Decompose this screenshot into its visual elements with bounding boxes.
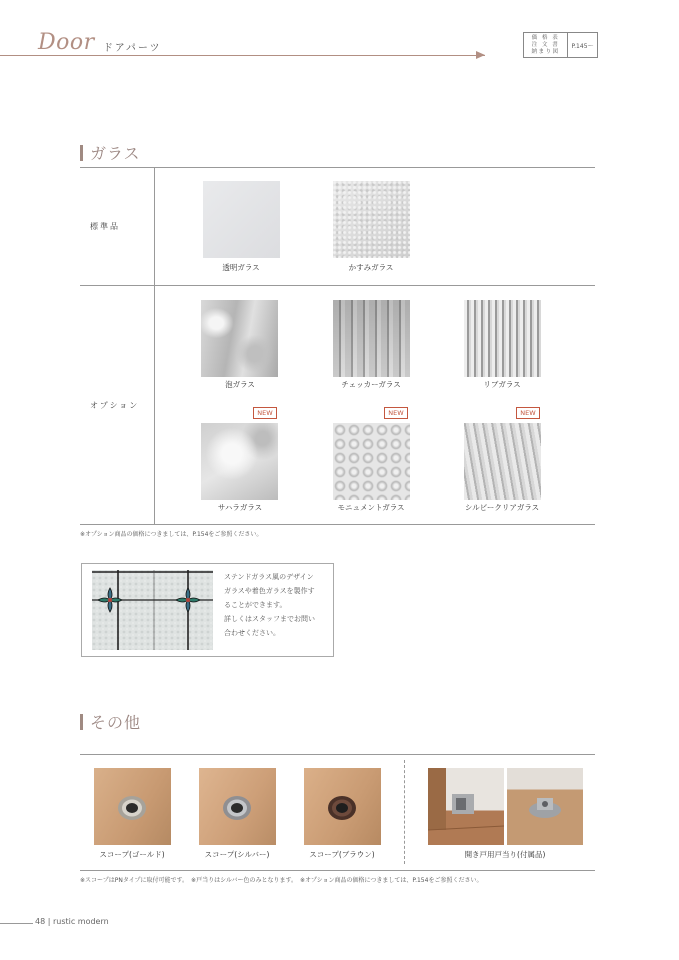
glass-caption: チェッカーガラス xyxy=(341,380,401,389)
part-caption: スコープ(ブラウン) xyxy=(309,850,375,859)
table-mid-rule xyxy=(80,285,595,286)
stained-glass-panel xyxy=(81,563,334,657)
reference-box xyxy=(523,32,598,58)
glass-caption: サハラガラス xyxy=(217,503,263,512)
page-title: Door xyxy=(38,30,95,55)
stained-text-line: 詳しくはスタッフまでお問い xyxy=(224,615,315,623)
silvie-clear-glass-swatch xyxy=(464,423,541,500)
header-divider xyxy=(0,55,485,56)
others-bottom-rule xyxy=(80,870,595,871)
ref-line-price: 価 格 表 xyxy=(531,34,560,41)
part-caption: スコープ(ゴールド) xyxy=(99,850,165,859)
glass-caption: 泡ガラス xyxy=(225,380,255,389)
door-stop-photo-2 xyxy=(507,768,583,845)
scope-gold-photo xyxy=(94,768,171,845)
stained-text-line: ガラスや着色ガラスを製作す xyxy=(224,587,315,595)
monument-glass-swatch xyxy=(333,423,410,500)
glass-note: ※オプション商品の価格につきましては、P.154をご参照ください。 xyxy=(80,531,263,538)
clear-glass-swatch xyxy=(203,181,280,258)
bubble-glass-swatch xyxy=(201,300,278,377)
frosted-glass-swatch xyxy=(333,181,410,258)
page-subtitle: ドアパーツ xyxy=(103,43,162,54)
part-caption: 開き戸用戸当り(付属品) xyxy=(464,850,546,859)
section-title-others: その他 xyxy=(90,713,142,732)
header-divider-arrow xyxy=(476,51,485,59)
ref-line-order: 注 文 書 xyxy=(531,41,560,48)
glass-caption: 透明ガラス xyxy=(222,263,260,272)
checker-glass-swatch xyxy=(333,300,410,377)
ref-line-drawing: 納まり図 xyxy=(531,48,560,55)
others-note: ※スコープはPNタイプに取付可能です。 ※戸当りはシルバー色のみとなります。 ※オプション商品の価格につきましては、P.154をご参照ください。 xyxy=(80,877,483,884)
section-marker xyxy=(80,145,83,161)
table-top-rule xyxy=(80,167,595,168)
sahara-glass-swatch xyxy=(201,423,278,500)
row-label-option: オプション xyxy=(90,401,140,410)
stained-text-line: ステンドガラス風のデザイン xyxy=(224,573,314,581)
section-title-glass: ガラス xyxy=(90,144,141,163)
section-marker xyxy=(80,714,83,730)
ref-page: P.145～ xyxy=(571,42,594,50)
table-bottom-rule xyxy=(80,524,595,525)
scope-silver-photo xyxy=(199,768,276,845)
row-label-standard: 標準品 xyxy=(90,222,120,231)
others-divider xyxy=(404,760,405,864)
stained-text-line: ることができます。 xyxy=(224,601,287,609)
others-top-rule xyxy=(80,754,595,755)
footer-rule xyxy=(0,923,33,924)
part-caption: スコープ(シルバー) xyxy=(204,850,270,859)
door-stop-photo-1 xyxy=(428,768,504,845)
glass-caption: シルビークリアガラス xyxy=(464,503,540,512)
stained-text-line: 合わせください。 xyxy=(224,629,280,637)
scope-brown-photo xyxy=(304,768,381,845)
stained-glass-photo xyxy=(92,570,213,650)
glass-caption: モニュメントガラス xyxy=(337,503,405,512)
stained-glass-description xyxy=(224,570,329,640)
page-number: 48 | rustic modern xyxy=(35,917,109,926)
new-badge: NEW xyxy=(253,407,277,419)
glass-caption: かすみガラス xyxy=(348,263,394,272)
table-column-rule xyxy=(154,167,155,524)
new-badge: NEW xyxy=(516,407,540,419)
new-badge: NEW xyxy=(384,407,408,419)
rib-glass-swatch xyxy=(464,300,541,377)
glass-caption: リブガラス xyxy=(483,380,521,389)
